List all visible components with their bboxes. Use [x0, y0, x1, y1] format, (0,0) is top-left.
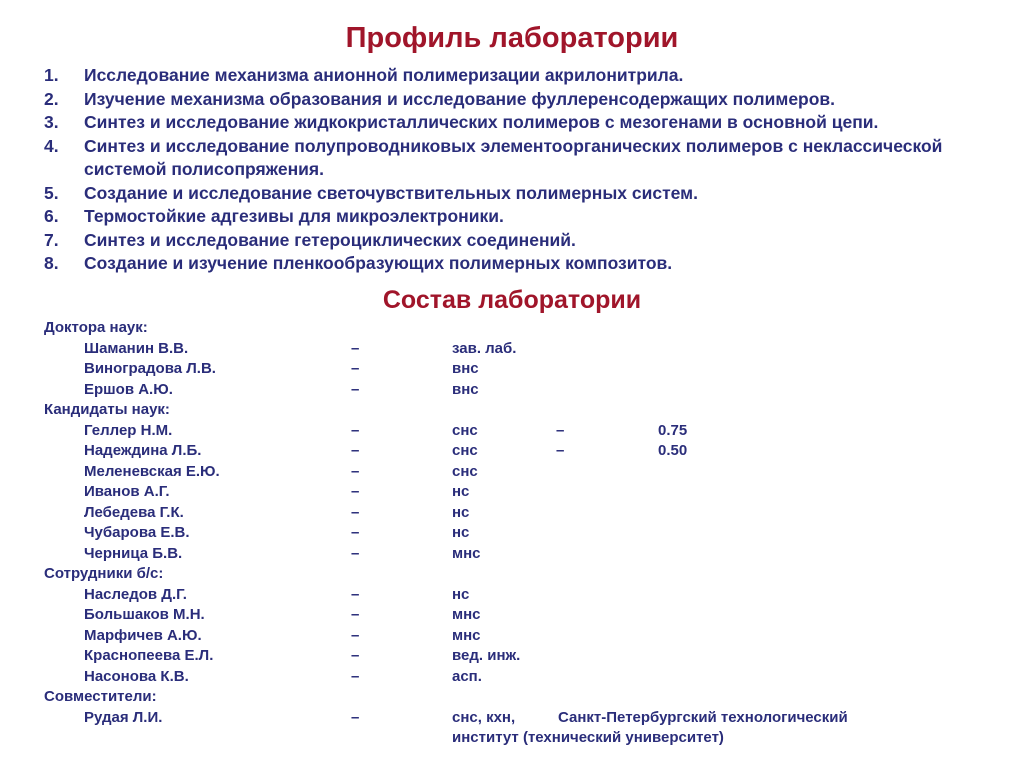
- staff-position: внс: [452, 360, 479, 377]
- staff-name: Шаманин В.В.: [84, 339, 189, 357]
- profile-item: [44, 252, 1004, 276]
- staff-name: Насонова К.В.: [84, 667, 189, 685]
- staff-name: Геллер Н.М.: [84, 421, 173, 439]
- profile-item: [44, 135, 1004, 182]
- staff-name: Большаков М.Н.: [84, 606, 205, 623]
- staff-position: снс: [452, 442, 478, 459]
- staff-rate: 0.50: [658, 442, 688, 459]
- staff-position: асп.: [452, 667, 482, 685]
- profile-item-number: 6.: [44, 206, 59, 226]
- dash: –: [556, 421, 565, 439]
- profile-item-text: Создание и исследование светочувствительных полимерных систем.: [84, 182, 698, 203]
- profile-item-number: 7.: [44, 229, 59, 250]
- dash: –: [351, 462, 360, 480]
- profile-item-text: Синтез и исследование гетероциклических соединений.: [84, 229, 576, 250]
- staff-name: Рудая Л.И.: [84, 708, 163, 726]
- profile-item-number: 5.: [44, 182, 59, 203]
- dash: –: [351, 339, 360, 357]
- staff-position: мнс: [452, 544, 481, 562]
- profile-item-text: Синтез и исследование жидкокристаллических полимеров с мезогенами в основной цепи.: [84, 112, 879, 132]
- profile-item: [44, 64, 1004, 88]
- dash: –: [351, 647, 360, 664]
- group-label-employees: Сотрудники б/с:: [44, 565, 164, 582]
- profile-item: [44, 205, 1004, 229]
- staff-rate: 0.75: [658, 421, 688, 439]
- staff-position: нс: [452, 585, 470, 603]
- profile-item-number: 4.: [44, 135, 59, 156]
- staff-position: снс, кхн,: [452, 708, 516, 726]
- dash: –: [351, 708, 360, 726]
- dash: –: [351, 421, 360, 439]
- staff-row: [44, 441, 1004, 462]
- staff-name: Меленевская Е.Ю.: [84, 462, 220, 480]
- profile-item-number: 3.: [44, 112, 59, 132]
- profile-item: [44, 111, 1004, 135]
- group-label-candidates: Кандидаты наук:: [44, 401, 170, 418]
- staff-row: [44, 667, 1004, 688]
- dash: –: [351, 503, 360, 521]
- staff-name: Наследов Д.Г.: [84, 585, 187, 603]
- profile-item-number: 8.: [44, 253, 59, 273]
- staff-position: нс: [452, 483, 470, 500]
- staff-row: [44, 605, 1004, 626]
- staff-row: [44, 339, 1004, 360]
- dash: –: [351, 360, 360, 377]
- staff-position: нс: [452, 524, 470, 541]
- dash: –: [351, 380, 360, 398]
- staff-organization-line2: институт (технический университет): [452, 729, 724, 746]
- profile-item: [44, 229, 1004, 253]
- dash: –: [351, 483, 360, 500]
- staff-position: внс: [452, 380, 479, 398]
- staff-name: Лебедева Г.К.: [84, 503, 184, 521]
- dash: –: [351, 585, 360, 603]
- staff-row: [44, 523, 1004, 544]
- staff-title: Состав лаборатории: [382, 286, 642, 314]
- staff-name: Марфичев А.Ю.: [84, 626, 202, 644]
- profile-item-number: 2.: [44, 88, 59, 109]
- staff-position: мнс: [452, 626, 481, 644]
- staff-position: вед. инж.: [452, 647, 521, 664]
- profile-item-text: Изучение механизма образования и исследование фуллеренсодержащих полимеров.: [84, 88, 836, 109]
- staff-row: [44, 421, 1004, 442]
- staff-row: [44, 503, 1004, 524]
- profile-item-text: Создание и изучение пленкообразующих полимерных композитов.: [84, 253, 673, 273]
- staff-row: [44, 462, 1004, 483]
- dash: –: [556, 442, 565, 459]
- profile-item-number: 1.: [44, 65, 59, 85]
- staff-position: зав. лаб.: [452, 339, 517, 357]
- staff-row: [44, 626, 1004, 647]
- staff-name: Ершов А.Ю.: [84, 380, 173, 398]
- staff-organization-line1: Санкт-Петербургский технологический: [558, 708, 848, 726]
- group-label-part-time: Совместители:: [44, 688, 157, 705]
- staff-list: [44, 318, 1004, 749]
- page-title: Профиль лаборатории: [345, 22, 679, 54]
- staff-position: нс: [452, 503, 470, 521]
- staff-row: [44, 708, 1004, 729]
- profile-item: [44, 182, 1004, 206]
- staff-name: Чубарова Е.В.: [84, 524, 190, 541]
- staff-name: Виноградова Л.В.: [84, 360, 216, 377]
- staff-row: [44, 482, 1004, 503]
- staff-position: мнс: [452, 606, 481, 623]
- dash: –: [351, 544, 360, 562]
- staff-row: [44, 646, 1004, 667]
- staff-name: Краснопеева Е.Л.: [84, 647, 214, 664]
- staff-row-continuation: [44, 728, 1004, 749]
- dash: –: [351, 606, 360, 623]
- profile-list: [44, 64, 1004, 276]
- dash: –: [351, 626, 360, 644]
- staff-name: Иванов А.Г.: [84, 483, 170, 500]
- staff-name: Черница Б.В.: [84, 544, 183, 562]
- profile-item: [44, 88, 1004, 112]
- staff-row: [44, 544, 1004, 565]
- dash: –: [351, 524, 360, 541]
- profile-item-text: Синтез и исследование полупроводниковых элементоорганических полимеров с неклассической системой полисопряжения.: [84, 135, 943, 179]
- group-label-doctors: Доктора наук:: [44, 319, 148, 336]
- profile-item-text: Исследование механизма анионной полимеризации акрилонитрила.: [84, 65, 684, 85]
- staff-position: снс: [452, 421, 478, 439]
- profile-item-text: Термостойкие адгезивы для микроэлектроники.: [84, 206, 504, 226]
- staff-position: снс: [452, 462, 478, 480]
- dash: –: [351, 442, 360, 459]
- staff-row: [44, 380, 1004, 401]
- staff-name: Надеждина Л.Б.: [84, 442, 202, 459]
- staff-row: [44, 585, 1004, 606]
- dash: –: [351, 667, 360, 685]
- staff-row: [44, 359, 1004, 380]
